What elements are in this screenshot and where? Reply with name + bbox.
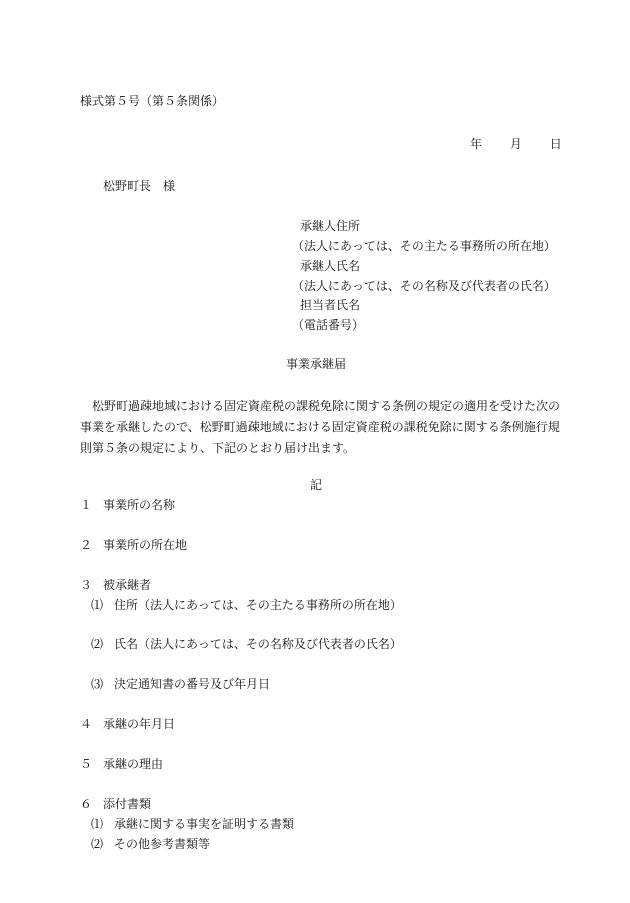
item-6-number: ６: [80, 797, 93, 811]
item-3-sub-1-label: 住所（法人にあっては、その主たる事務所の所在地）: [114, 598, 402, 612]
date-line: [470, 137, 562, 152]
item-4-label: 承継の年月日: [103, 717, 176, 731]
item-5-number: ５: [80, 757, 93, 771]
applicant-name-label: 承継人氏名: [300, 259, 361, 273]
item-2-number: ２: [80, 538, 93, 552]
item-3-sub-2-number: ⑵: [91, 637, 104, 651]
date-year-label: 年: [470, 137, 483, 151]
item-1-number: １: [80, 498, 93, 512]
item-5-label: 承継の理由: [103, 757, 164, 771]
item-3-sub-2-label: 氏名（法人にあっては、その名称及び代表者の氏名）: [114, 637, 402, 651]
body-line: 則第５条の規定により、下記のとおり届け出ます。: [80, 441, 356, 455]
item-6-label: 添付書類: [103, 797, 152, 811]
item-2-label: 事業所の所在地: [103, 538, 188, 552]
applicant-address-label: 承継人住所: [300, 219, 361, 233]
item-3-number: ３: [80, 578, 93, 592]
item-6-sub-1-number: ⑴: [91, 817, 104, 831]
date-day-label: 日: [549, 137, 562, 151]
applicant-address-note: （法人にあっては、その主たる事務所の所在地）: [292, 239, 556, 253]
body-paragraph: [80, 396, 561, 459]
ki-heading: 記: [310, 478, 323, 492]
date-month-label: 月: [509, 137, 522, 151]
body-line: 松野町過疎地域における固定資産税の課税免除に関する条例の規定の適用を受けた次の: [92, 399, 561, 413]
item-3-sub-3-label: 決定通知書の番号及び年月日: [114, 677, 271, 691]
item-6-sub-1-label: 承継に関する事実を証明する書類: [114, 817, 295, 831]
item-6-sub-2-label: その他参考書類等: [114, 837, 211, 851]
item-3-label: 被承継者: [103, 578, 152, 592]
phone-number-label: （電話番号）: [292, 318, 365, 332]
applicant-name-note: （法人にあっては、その名称及び代表者の氏名）: [292, 279, 556, 293]
item-4-number: ４: [80, 717, 93, 731]
document-title: 事業承継届: [286, 357, 347, 371]
contact-person-label: 担当者氏名: [300, 298, 361, 312]
item-6-sub-2-number: ⑵: [91, 837, 104, 851]
item-3-sub-3-number: ⑶: [91, 677, 104, 691]
form-number: 様式第５号（第５条関係）: [80, 94, 225, 108]
body-line: 事業を承継したので、松野町過疎地域における固定資産税の課税免除に関する条例施行規: [80, 420, 560, 434]
item-1-label: 事業所の名称: [103, 498, 176, 512]
item-3-sub-1-number: ⑴: [91, 598, 104, 612]
addressee: 松野町長 様: [103, 179, 176, 193]
